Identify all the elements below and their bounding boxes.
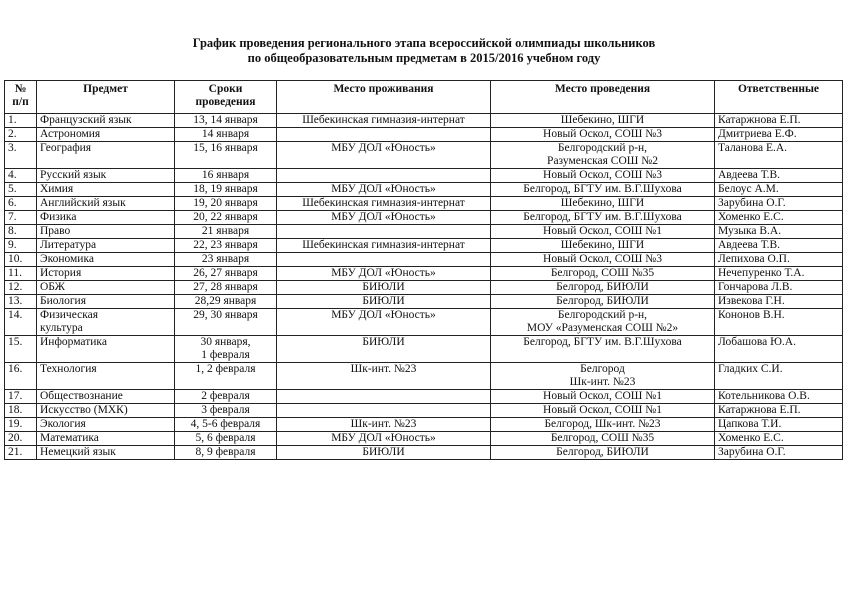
- cell-responsible: Котельникова О.В.: [715, 390, 843, 404]
- cell-number: 9.: [5, 239, 37, 253]
- cell-subject: [37, 197, 175, 211]
- header-venue: Место проведения: [491, 81, 715, 114]
- document-title-line-1: График проведения регионального этапа всероссийской олимпиады школьников: [192, 36, 656, 50]
- cell-subject-line: Обществознание: [40, 390, 123, 402]
- cell-venue-line: МОУ «Разуменская СОШ №2»: [526, 322, 679, 334]
- cell-dates: [175, 169, 277, 183]
- cell-number: 15.: [5, 336, 37, 363]
- cell-responsible: Авдеева Т.В.: [715, 239, 843, 253]
- header-dates-line: Сроки: [208, 83, 243, 95]
- cell-dates: [175, 211, 277, 225]
- cell-subject-line: Русский язык: [40, 169, 107, 181]
- cell-dates-line: 1, 2 февраля: [195, 363, 256, 375]
- cell-number: 18.: [5, 404, 37, 418]
- cell-dates: [175, 336, 277, 363]
- table-row: [5, 253, 843, 267]
- cell-residence-line: БИЮЛИ: [362, 446, 405, 458]
- cell-number: 16.: [5, 363, 37, 390]
- cell-number: 10.: [5, 253, 37, 267]
- cell-residence-line: МБУ ДОЛ «Юность»: [331, 432, 436, 444]
- cell-subject: [37, 309, 175, 336]
- cell-number: 6.: [5, 197, 37, 211]
- cell-subject-line: География: [40, 142, 92, 154]
- cell-venue-line: Шебекино, ШГИ: [560, 239, 645, 251]
- cell-responsible: Дмитриева Е.Ф.: [715, 128, 843, 142]
- cell-responsible: Катаржнова Е.П.: [715, 404, 843, 418]
- cell-residence-line: Шебекинская гимназия-интернат: [302, 114, 465, 126]
- cell-venue-line: Новый Оскол, СОШ №3: [543, 128, 662, 140]
- cell-residence-line: Шк-инт. №23: [350, 363, 417, 375]
- table-row: [5, 267, 843, 281]
- header-residence: Место проживания: [277, 81, 491, 114]
- cell-responsible: Зарубина О.Г.: [715, 197, 843, 211]
- schedule-body: [5, 114, 843, 460]
- cell-dates-line: 3 февраля: [201, 404, 250, 416]
- cell-dates: [175, 281, 277, 295]
- cell-responsible: Гладких С.И.: [715, 363, 843, 390]
- cell-number: 7.: [5, 211, 37, 225]
- cell-responsible: Кононов В.Н.: [715, 309, 843, 336]
- cell-venue: [491, 169, 715, 183]
- cell-subject: [37, 281, 175, 295]
- cell-residence: [277, 128, 491, 142]
- cell-venue: [491, 267, 715, 281]
- cell-subject-line: Химия: [40, 183, 74, 195]
- cell-dates-line: 22, 23 января: [193, 239, 258, 251]
- cell-residence-line: МБУ ДОЛ «Юность»: [331, 142, 436, 154]
- cell-number: 3.: [5, 142, 37, 169]
- cell-venue: [491, 404, 715, 418]
- cell-venue: [491, 211, 715, 225]
- cell-number: 8.: [5, 225, 37, 239]
- header-dates: [175, 81, 277, 114]
- cell-subject-line: Экономика: [40, 253, 94, 265]
- cell-number: 21.: [5, 446, 37, 460]
- cell-venue: [491, 336, 715, 363]
- cell-number: 1.: [5, 114, 37, 128]
- cell-residence: [277, 295, 491, 309]
- cell-venue-line: Шк-инт. №23: [569, 376, 636, 388]
- cell-venue: [491, 418, 715, 432]
- cell-subject: [37, 253, 175, 267]
- cell-residence-line: МБУ ДОЛ «Юность»: [331, 183, 436, 195]
- cell-venue: [491, 142, 715, 169]
- cell-subject-line: культура: [40, 322, 83, 334]
- cell-subject: [37, 295, 175, 309]
- cell-venue-line: Белгород, БИЮЛИ: [556, 295, 649, 307]
- cell-dates: [175, 114, 277, 128]
- cell-number: 19.: [5, 418, 37, 432]
- cell-dates: [175, 197, 277, 211]
- cell-dates-line: 15, 16 января: [193, 142, 258, 154]
- cell-residence: [277, 211, 491, 225]
- cell-subject-line: Немецкий язык: [40, 446, 116, 458]
- cell-subject-line: Английский язык: [40, 197, 126, 209]
- table-row: [5, 309, 843, 336]
- cell-residence: [277, 418, 491, 432]
- cell-venue-line: Белгород, БГТУ им. В.Г.Шухова: [523, 336, 682, 348]
- table-header-row: [5, 81, 843, 114]
- cell-subject: [37, 169, 175, 183]
- cell-venue: [491, 183, 715, 197]
- cell-venue: [491, 128, 715, 142]
- cell-subject: [37, 142, 175, 169]
- cell-responsible: Хоменко Е.С.: [715, 211, 843, 225]
- cell-residence-line: БИЮЛИ: [362, 336, 405, 348]
- cell-dates-line: 19, 20 января: [193, 197, 258, 209]
- cell-dates-line: 30 января,: [200, 336, 251, 348]
- cell-number: 13.: [5, 295, 37, 309]
- cell-residence: [277, 197, 491, 211]
- cell-dates-line: 2 февраля: [201, 390, 250, 402]
- table-row: [5, 114, 843, 128]
- cell-venue: [491, 114, 715, 128]
- cell-dates-line: 1 февраля: [201, 349, 250, 361]
- cell-responsible: Катаржнова Е.П.: [715, 114, 843, 128]
- table-row: [5, 239, 843, 253]
- cell-venue: [491, 390, 715, 404]
- cell-responsible: Авдеева Т.В.: [715, 169, 843, 183]
- cell-dates-line: 21 января: [201, 225, 250, 237]
- cell-residence: [277, 336, 491, 363]
- cell-subject-line: Физическая: [40, 309, 99, 321]
- cell-subject: [37, 267, 175, 281]
- cell-venue-line: Белгород: [580, 363, 625, 375]
- cell-dates: [175, 267, 277, 281]
- cell-subject-line: История: [40, 267, 82, 279]
- cell-responsible: Нечепуренко Т.А.: [715, 267, 843, 281]
- cell-number: 14.: [5, 309, 37, 336]
- header-number-line: п/п: [12, 96, 29, 108]
- cell-subject-line: Экология: [40, 418, 86, 430]
- cell-dates: [175, 253, 277, 267]
- cell-number: 17.: [5, 390, 37, 404]
- cell-residence: [277, 432, 491, 446]
- cell-dates-line: 28,29 января: [194, 295, 257, 307]
- header-number: [5, 81, 37, 114]
- cell-residence-line: МБУ ДОЛ «Юность»: [331, 267, 436, 279]
- cell-residence: [277, 183, 491, 197]
- document-title-line-2: по общеобразовательным предметам в 2015/2016 учебном году: [247, 51, 601, 65]
- cell-dates-line: 27, 28 января: [193, 281, 258, 293]
- cell-subject: [37, 432, 175, 446]
- cell-venue-line: Новый Оскол, СОШ №1: [543, 390, 662, 402]
- cell-dates: [175, 183, 277, 197]
- table-row: [5, 128, 843, 142]
- cell-dates: [175, 225, 277, 239]
- cell-subject: [37, 211, 175, 225]
- table-row: [5, 390, 843, 404]
- cell-venue-line: Белгородский р-н,: [557, 142, 648, 154]
- cell-responsible: Зарубина О.Г.: [715, 446, 843, 460]
- cell-subject: [37, 418, 175, 432]
- table-row: [5, 432, 843, 446]
- cell-venue-line: Белгород, СОШ №35: [550, 432, 655, 444]
- cell-venue-line: Белгород, СОШ №35: [550, 267, 655, 279]
- cell-subject-line: Биология: [40, 295, 87, 307]
- cell-subject: [37, 336, 175, 363]
- table-row: [5, 336, 843, 363]
- cell-residence: [277, 169, 491, 183]
- cell-dates: [175, 363, 277, 390]
- cell-residence: [277, 363, 491, 390]
- cell-venue: [491, 239, 715, 253]
- cell-dates: [175, 239, 277, 253]
- cell-venue-line: Новый Оскол, СОШ №1: [543, 404, 662, 416]
- cell-subject: [37, 114, 175, 128]
- cell-subject: [37, 239, 175, 253]
- cell-responsible: Гончарова Л.В.: [715, 281, 843, 295]
- cell-responsible: Извекова Г.Н.: [715, 295, 843, 309]
- cell-residence-line: МБУ ДОЛ «Юность»: [331, 309, 436, 321]
- table-row: [5, 169, 843, 183]
- cell-residence: [277, 225, 491, 239]
- cell-responsible: Лобашова Ю.А.: [715, 336, 843, 363]
- cell-subject: [37, 390, 175, 404]
- header-responsible: Ответственные: [715, 81, 843, 114]
- cell-venue-line: Белгород, БИЮЛИ: [556, 446, 649, 458]
- cell-venue-line: Белгород, БГТУ им. В.Г.Шухова: [523, 183, 682, 195]
- cell-venue-line: Белгород, Шк-инт. №23: [544, 418, 661, 430]
- cell-venue-line: Белгород, БИЮЛИ: [556, 281, 649, 293]
- cell-subject-line: Математика: [40, 432, 99, 444]
- cell-dates: [175, 446, 277, 460]
- cell-subject-line: Астрономия: [40, 128, 101, 140]
- cell-venue-line: Шебекино, ШГИ: [560, 197, 645, 209]
- cell-venue: [491, 253, 715, 267]
- cell-dates-line: 13, 14 января: [193, 114, 258, 126]
- cell-number: 20.: [5, 432, 37, 446]
- cell-responsible: Белоус А.М.: [715, 183, 843, 197]
- cell-number: 12.: [5, 281, 37, 295]
- cell-responsible: Лепихова О.П.: [715, 253, 843, 267]
- cell-venue-line: Разуменская СОШ №2: [547, 155, 658, 167]
- cell-venue: [491, 432, 715, 446]
- cell-dates: [175, 295, 277, 309]
- cell-residence-line: МБУ ДОЛ «Юность»: [331, 211, 436, 223]
- cell-residence: [277, 267, 491, 281]
- header-number-line: №: [14, 83, 27, 95]
- cell-dates-line: 29, 30 января: [193, 309, 258, 321]
- cell-responsible: Цапкова Т.И.: [715, 418, 843, 432]
- cell-residence: [277, 281, 491, 295]
- cell-subject: [37, 183, 175, 197]
- table-row: [5, 142, 843, 169]
- cell-venue: [491, 363, 715, 390]
- cell-venue-line: Шебекино, ШГИ: [560, 114, 645, 126]
- cell-venue-line: Новый Оскол, СОШ №1: [543, 225, 662, 237]
- cell-subject-line: ОБЖ: [40, 281, 65, 293]
- table-row: [5, 404, 843, 418]
- cell-venue-line: Новый Оскол, СОШ №3: [543, 169, 662, 181]
- cell-venue: [491, 295, 715, 309]
- cell-responsible: Музыка В.А.: [715, 225, 843, 239]
- table-row: [5, 183, 843, 197]
- cell-dates-line: 16 января: [201, 169, 250, 181]
- cell-residence: [277, 404, 491, 418]
- cell-dates-line: 14 января: [201, 128, 250, 140]
- table-row: [5, 446, 843, 460]
- table-row: [5, 197, 843, 211]
- header-subject: Предмет: [37, 81, 175, 114]
- cell-dates: [175, 390, 277, 404]
- cell-residence: [277, 142, 491, 169]
- cell-residence: [277, 253, 491, 267]
- cell-residence-line: Шебекинская гимназия-интернат: [302, 239, 465, 251]
- cell-residence-line: БИЮЛИ: [362, 281, 405, 293]
- table-row: [5, 281, 843, 295]
- table-row: [5, 418, 843, 432]
- cell-dates: [175, 309, 277, 336]
- cell-dates-line: 23 января: [201, 253, 250, 265]
- table-row: [5, 211, 843, 225]
- cell-residence: [277, 114, 491, 128]
- cell-number: 5.: [5, 183, 37, 197]
- cell-residence-line: Шебекинская гимназия-интернат: [302, 197, 465, 209]
- cell-dates-line: 20, 22 января: [193, 211, 258, 223]
- cell-subject: [37, 446, 175, 460]
- table-row: [5, 363, 843, 390]
- cell-residence: [277, 390, 491, 404]
- cell-dates-line: 4, 5-6 февраля: [190, 418, 261, 430]
- cell-subject-line: Право: [40, 225, 71, 237]
- cell-venue-line: Белгородский р-н,: [557, 309, 648, 321]
- cell-dates: [175, 128, 277, 142]
- cell-dates: [175, 404, 277, 418]
- cell-residence: [277, 239, 491, 253]
- cell-venue-line: Новый Оскол, СОШ №3: [543, 253, 662, 265]
- cell-subject: [37, 128, 175, 142]
- cell-residence: [277, 446, 491, 460]
- cell-dates-line: 18, 19 января: [193, 183, 258, 195]
- cell-venue: [491, 309, 715, 336]
- cell-responsible: Хоменко Е.С.: [715, 432, 843, 446]
- cell-venue: [491, 446, 715, 460]
- cell-subject-line: Информатика: [40, 336, 107, 348]
- cell-dates-line: 26, 27 января: [193, 267, 258, 279]
- table-row: [5, 295, 843, 309]
- cell-subject-line: Французский язык: [40, 114, 132, 126]
- olympiad-schedule-table: [4, 80, 843, 460]
- cell-dates: [175, 418, 277, 432]
- cell-venue: [491, 281, 715, 295]
- cell-venue: [491, 197, 715, 211]
- cell-subject-line: Физика: [40, 211, 77, 223]
- cell-subject-line: Искусство (МХК): [40, 404, 128, 416]
- cell-number: 4.: [5, 169, 37, 183]
- cell-subject-line: Технология: [40, 363, 97, 375]
- cell-venue-line: Белгород, БГТУ им. В.Г.Шухова: [523, 211, 682, 223]
- cell-number: 11.: [5, 267, 37, 281]
- cell-residence-line: Шк-инт. №23: [350, 418, 417, 430]
- cell-dates-line: 8, 9 февраля: [195, 446, 256, 458]
- header-dates-line: проведения: [195, 96, 256, 108]
- cell-dates: [175, 142, 277, 169]
- cell-residence-line: БИЮЛИ: [362, 295, 405, 307]
- cell-subject-line: Литература: [40, 239, 97, 251]
- cell-dates: [175, 432, 277, 446]
- cell-residence: [277, 309, 491, 336]
- table-row: [5, 225, 843, 239]
- cell-number: 2.: [5, 128, 37, 142]
- cell-subject: [37, 225, 175, 239]
- cell-subject: [37, 404, 175, 418]
- cell-dates-line: 5, 6 февраля: [195, 432, 256, 444]
- cell-responsible: Таланова Е.А.: [715, 142, 843, 169]
- cell-subject: [37, 363, 175, 390]
- cell-venue: [491, 225, 715, 239]
